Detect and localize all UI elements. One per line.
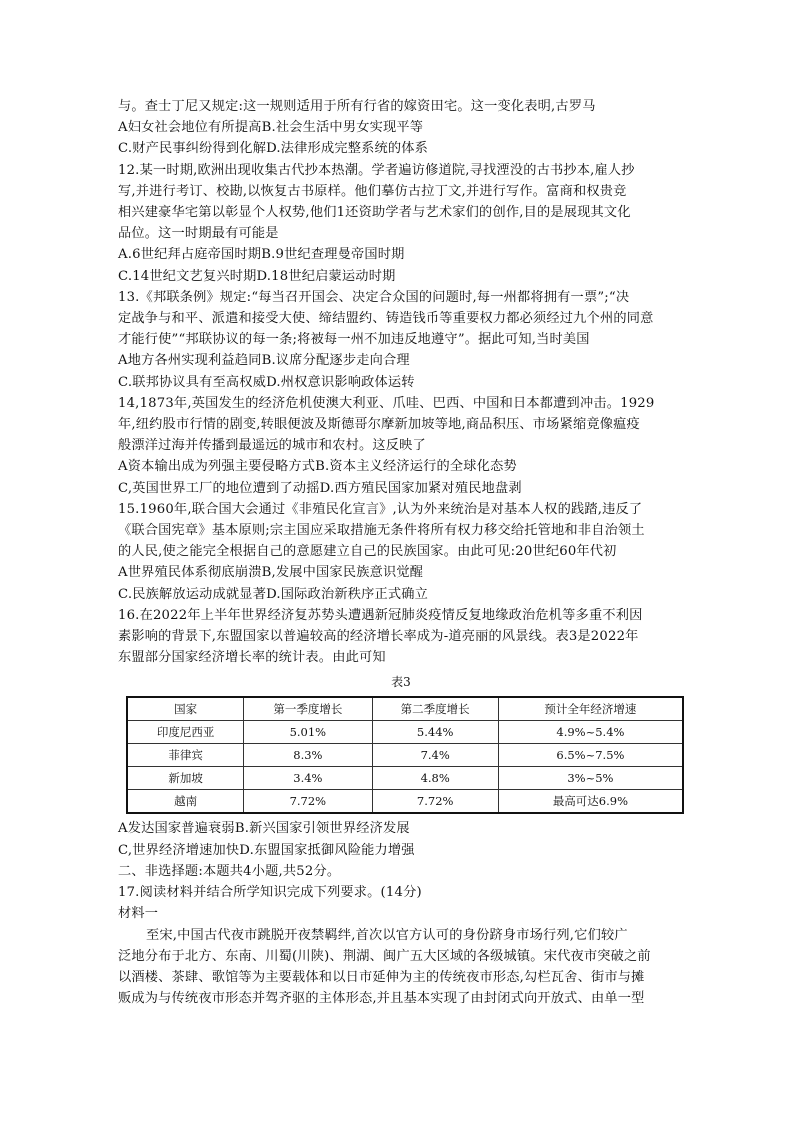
section-heading: 二、非选择题:本题共4小题,共52分。 [118, 863, 341, 879]
table-header-row [127, 697, 683, 721]
text-line: 的人民,使之能完全根据自己的意愿建立自己的民族国家。由此可见:20世纪60年代初 [118, 544, 617, 560]
material-label: 材料一 [118, 906, 159, 922]
table-row [127, 721, 683, 744]
table-caption: 表3 [391, 675, 411, 690]
table-cell: 新加坡 [127, 767, 244, 790]
material-paragraph-line: 至宋,中国古代夜市跳脱开夜禁羁绊,首次以官方认可的身份跻身市场行列,它们较广 [146, 927, 628, 943]
growth-table [126, 696, 684, 814]
option-line: C,英国世界工厂的地位遭到了动摇D.西方殖民国家加紧对殖民地盘剥 [118, 480, 522, 496]
material-paragraph-line: 以酒楼、茶肆、歌馆等为主要载体和以日市延伸为主的传统夜市形态,勾栏瓦舍、街市与摊 [118, 969, 645, 985]
text-line: 定战争与和平、派遣和接受大使、缔结盟约、铸造钱币等重要权力都必须经过九个州的同意 [118, 311, 654, 327]
question-text-block [118, 818, 684, 1009]
option-line: A地方各州实现利益趋同B.议席分配逐步走向合理 [118, 353, 410, 369]
table-row [127, 790, 683, 814]
table-cell: 4.9%~5.4% [498, 721, 683, 744]
table-cell: 菲律宾 [127, 744, 244, 767]
table-cell: 4.8% [372, 767, 498, 790]
question-17-text: 17.阅读材料并结合所学知识完成下列要求。(14分) [118, 885, 422, 901]
table-cell: 3.4% [244, 767, 372, 790]
text-line: 相兴建豪华宅第以彰显个人权势,他们1还资助学者与艺术家们的创作,目的是展现其文化 [118, 205, 631, 221]
question-15-text: 15.1960年,联合国大会通过《非殖民化宣言》,认为外来统治是对基本人权的践踏,违反了 [118, 501, 643, 517]
table-cell: 7.72% [244, 790, 372, 814]
text-line: 年,纽约股市行情的剧变,转眼便波及斯德哥尔摩新加坡等地,商品积压、市场紧缩竟像瘟疫 [118, 417, 640, 433]
column-header: 预计全年经济增速 [498, 697, 683, 721]
table-cell: 7.72% [372, 790, 498, 814]
table-cell: 3%~5% [498, 767, 683, 790]
table-cell: 5.44% [372, 721, 498, 744]
table-cell: 6.5%~7.5% [498, 744, 683, 767]
table-cell: 7.4% [372, 744, 498, 767]
option-line: A.6世纪拜占庭帝国时期B.9世纪查理曼帝国时期 [118, 247, 405, 263]
table-cell: 8.3% [244, 744, 372, 767]
table-row [127, 767, 683, 790]
option-line: A资本输出成为列强主要侵略方式B.资本主义经济运行的全球化态势 [118, 459, 517, 475]
column-header: 国家 [127, 697, 244, 721]
text-line: 东盟部分国家经济增长率的统计表。由此可知 [118, 650, 386, 666]
text-line: 般漂洋过海并传播到最遥远的城市和农村。这反映了 [118, 438, 426, 454]
option-line: C.民族解放运动成就显著D.国际政治新秩序正式确立 [118, 586, 429, 602]
option-line: C.财产民事纠纷得到化解D.法律形成完整系统的体系 [118, 141, 429, 157]
text-line: 写,并进行考订、校勘,以恢复古书原样。他们摹仿古拉丁文,并进行写作。富商和权贵竞 [118, 183, 627, 199]
table-cell: 印度尼西亚 [127, 721, 244, 744]
question-14-text: 14,1873年,英国发生的经济危机使澳大利亚、爪哇、巴西、中国和日本都遭到冲击。1929 [118, 395, 655, 411]
option-line: C,世界经济增速加快D.东盟国家抵御风险能力增强 [118, 842, 415, 858]
column-header: 第一季度增长 [244, 697, 372, 721]
text-line: 《联合国宪章》基本原则;宗主国应采取措施无条件将所有权力移交给托管地和非自治领土 [118, 523, 645, 539]
option-line: C.联邦协议具有至高权威D.州权意识影响政体运转 [118, 374, 415, 390]
material-paragraph-line: 泛地分布于北方、东南、川蜀(川陕)、荆湖、闽广五大区域的各级城镇。宋代夜市突破之前 [118, 948, 651, 964]
option-line: A发达国家普遍衰弱B.新兴国家引领世界经济发展 [118, 821, 410, 837]
option-line: C.14世纪文艺复兴时期D.18世纪启蒙运动时期 [118, 268, 396, 284]
text-line: 品位。这一时期最有可能是 [118, 226, 279, 242]
question-text-block [118, 96, 684, 668]
question-12-text: 12.某一时期,欧洲出现收集古代抄本热潮。学者遍访修道院,寻找湮没的古书抄本,雇人抄 [118, 162, 635, 178]
table-row [127, 744, 683, 767]
exam-page [118, 96, 684, 1009]
text-line: 素影响的背景下,东盟国家以普遍较高的经济增长率成为-道亮丽的风景线。表3是2022年 [118, 629, 639, 645]
table-cell: 最高可达6.9% [498, 790, 683, 814]
text-line: 与。查士丁尼又规定:这一规则适用于所有行省的嫁资田宅。这一变化表明,古罗马 [118, 99, 596, 114]
table-cell: 5.01% [244, 721, 372, 744]
table-cell: 越南 [127, 790, 244, 814]
option-line: A世界殖民体系彻底崩溃B,发展中国家民族意识觉醒 [118, 565, 424, 581]
question-13-text: 13.《邦联条例》规定:“每当召开国会、决定合众国的问题时,每一州都将拥有一票”;“决 [118, 289, 630, 305]
column-header: 第二季度增长 [372, 697, 498, 721]
option-line: A妇女社会地位有所提高B.社会生活中男女实现平等 [118, 120, 424, 136]
text-line: 才能行使”“邦联协议的每一条;将被每一州不加违反地遵守”。据此可知,当时美国 [118, 332, 590, 348]
question-16-text: 16.在2022年上半年世界经济复苏势头遭遇新冠肺炎疫情反复地缘政治危机等多重不利因 [118, 607, 643, 623]
material-paragraph-line: 贩成为与传统夜市形态并驾齐驱的主体形态,并且基本实现了由封闭式向开放式、由单一型 [118, 991, 645, 1007]
